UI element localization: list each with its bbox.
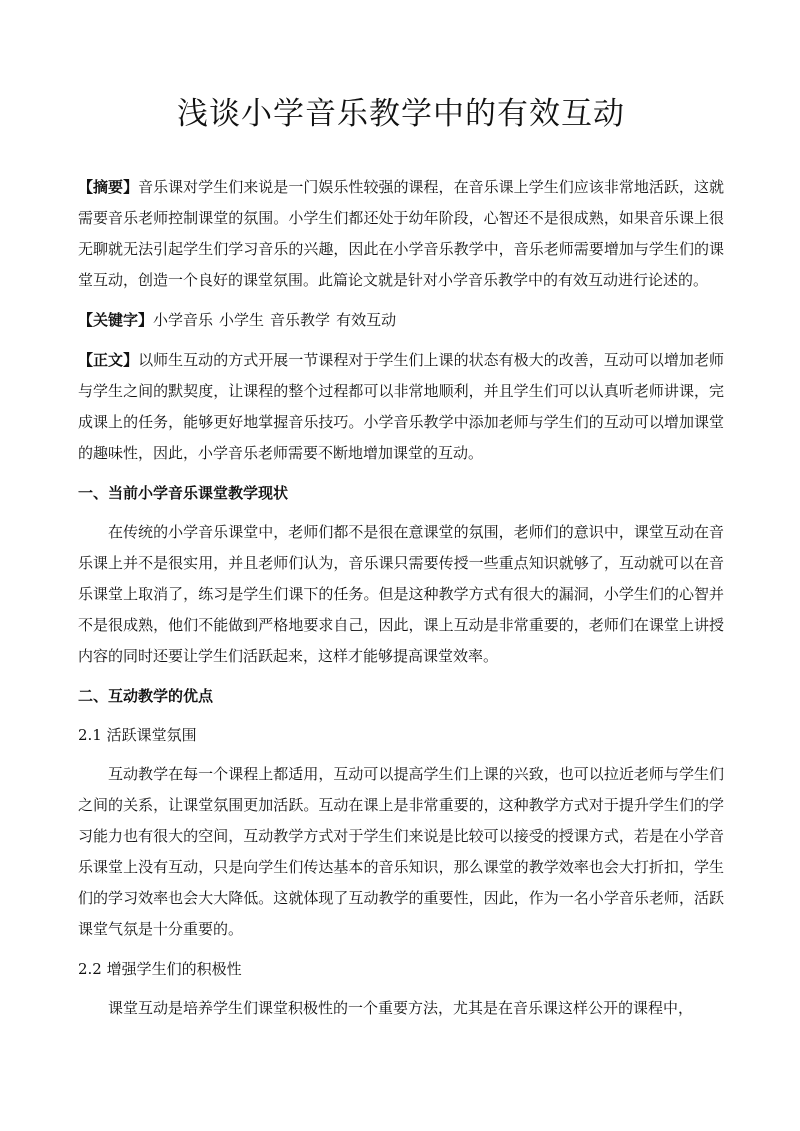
abstract-text: 音乐课对学生们来说是一门娱乐性较强的课程，在音乐课上学生们应该非常地活跃，这就需要音乐老师控制课堂的氛围。小学生们都还处于幼年阶段，心智还不是很成熟，如果音乐课上很无聊就无法引起学生们学习音乐的兴趣，因此在小学音乐教学中，音乐老师需要增加与学生们的课堂互动，创造一个良好的课堂氛围。此篇论文就是针对小学音乐教学中的有效互动进行论述的。 <box>78 178 724 289</box>
keyword-item: 小学音乐 <box>153 311 214 329</box>
document-title: 浅谈小学音乐教学中的有效互动 <box>177 96 625 132</box>
keyword-item: 音乐教学 <box>270 311 331 329</box>
section-1-paragraph: 在传统的小学音乐课堂中，老师们都不是很在意课堂的氛围，老师们的意识中，课堂互动在音乐课上并不是很实用，并且老师们认为，音乐课只需要传授一些重点知识就够了，互动就可以在音乐课堂上取消了，练习是学生们课下的任务。但是这种教学方式有很大的漏洞，小学生们的心智并不是很成熟，他们不能做到严格地要求自己，因此，课上互动是非常重要的，老师们在课堂上讲授内容的同时还要让学生们活跃起来，这样才能够提高课堂效率。 <box>78 523 724 665</box>
body-intro-paragraph <box>78 345 724 469</box>
section-1-heading: 一、当前小学音乐课堂教学现状 <box>78 484 289 502</box>
subsection-2-1-heading: 2.1 活跃课堂氛围 <box>78 726 197 744</box>
subsection-2-2-paragraph: 课堂互动是培养学生们课堂积极性的一个重要方法，尤其是在音乐课这样公开的课程中， <box>108 999 694 1017</box>
keyword-item: 有效互动 <box>336 311 397 329</box>
keywords-paragraph <box>78 305 724 336</box>
subsection-2-2-heading: 2.2 增强学生们的积极性 <box>78 960 242 978</box>
abstract-label: 【摘要】 <box>78 178 139 196</box>
subsection-2-1-paragraph: 互动教学在每一个课程上都适用，互动可以提高学生们上课的兴致，也可以拉近老师与学生们之间的关系，让课堂氛围更加活跃。互动在课上是非常重要的，这种教学方式对于提升学生们的学习能力也有很大的空间，互动教学方式对于学生们来说是比较可以接受的授课方式，若是在小学音乐课堂上没有互动，只是向学生们传达基本的音乐知识，那么课堂的教学效率也会大打折扣，学生们的学习效率也会大大降低。这就体现了互动教学的重要性，因此，作为一名小学音乐老师，活跃课堂气氛是十分重要的。 <box>78 765 724 938</box>
body-intro-label: 【正文】 <box>78 351 139 369</box>
abstract-paragraph <box>78 172 724 296</box>
section-2-heading: 二、互动教学的优点 <box>78 687 214 705</box>
keywords-label: 【关键字】 <box>78 311 154 329</box>
body-intro-text: 以师生互动的方式开展一节课程对于学生们上课的状态有极大的改善，互动可以增加老师与学生之间的默契度，让课程的整个过程都可以非常地顺利，并且学生们可以认真听老师讲课，完成课上的任务，能够更好地掌握音乐技巧。小学音乐教学中添加老师与学生们的互动可以增加课堂的趣味性，因此，小学音乐老师需要不断地增加课堂的互动。 <box>78 351 724 462</box>
keyword-item: 小学生 <box>219 311 265 329</box>
